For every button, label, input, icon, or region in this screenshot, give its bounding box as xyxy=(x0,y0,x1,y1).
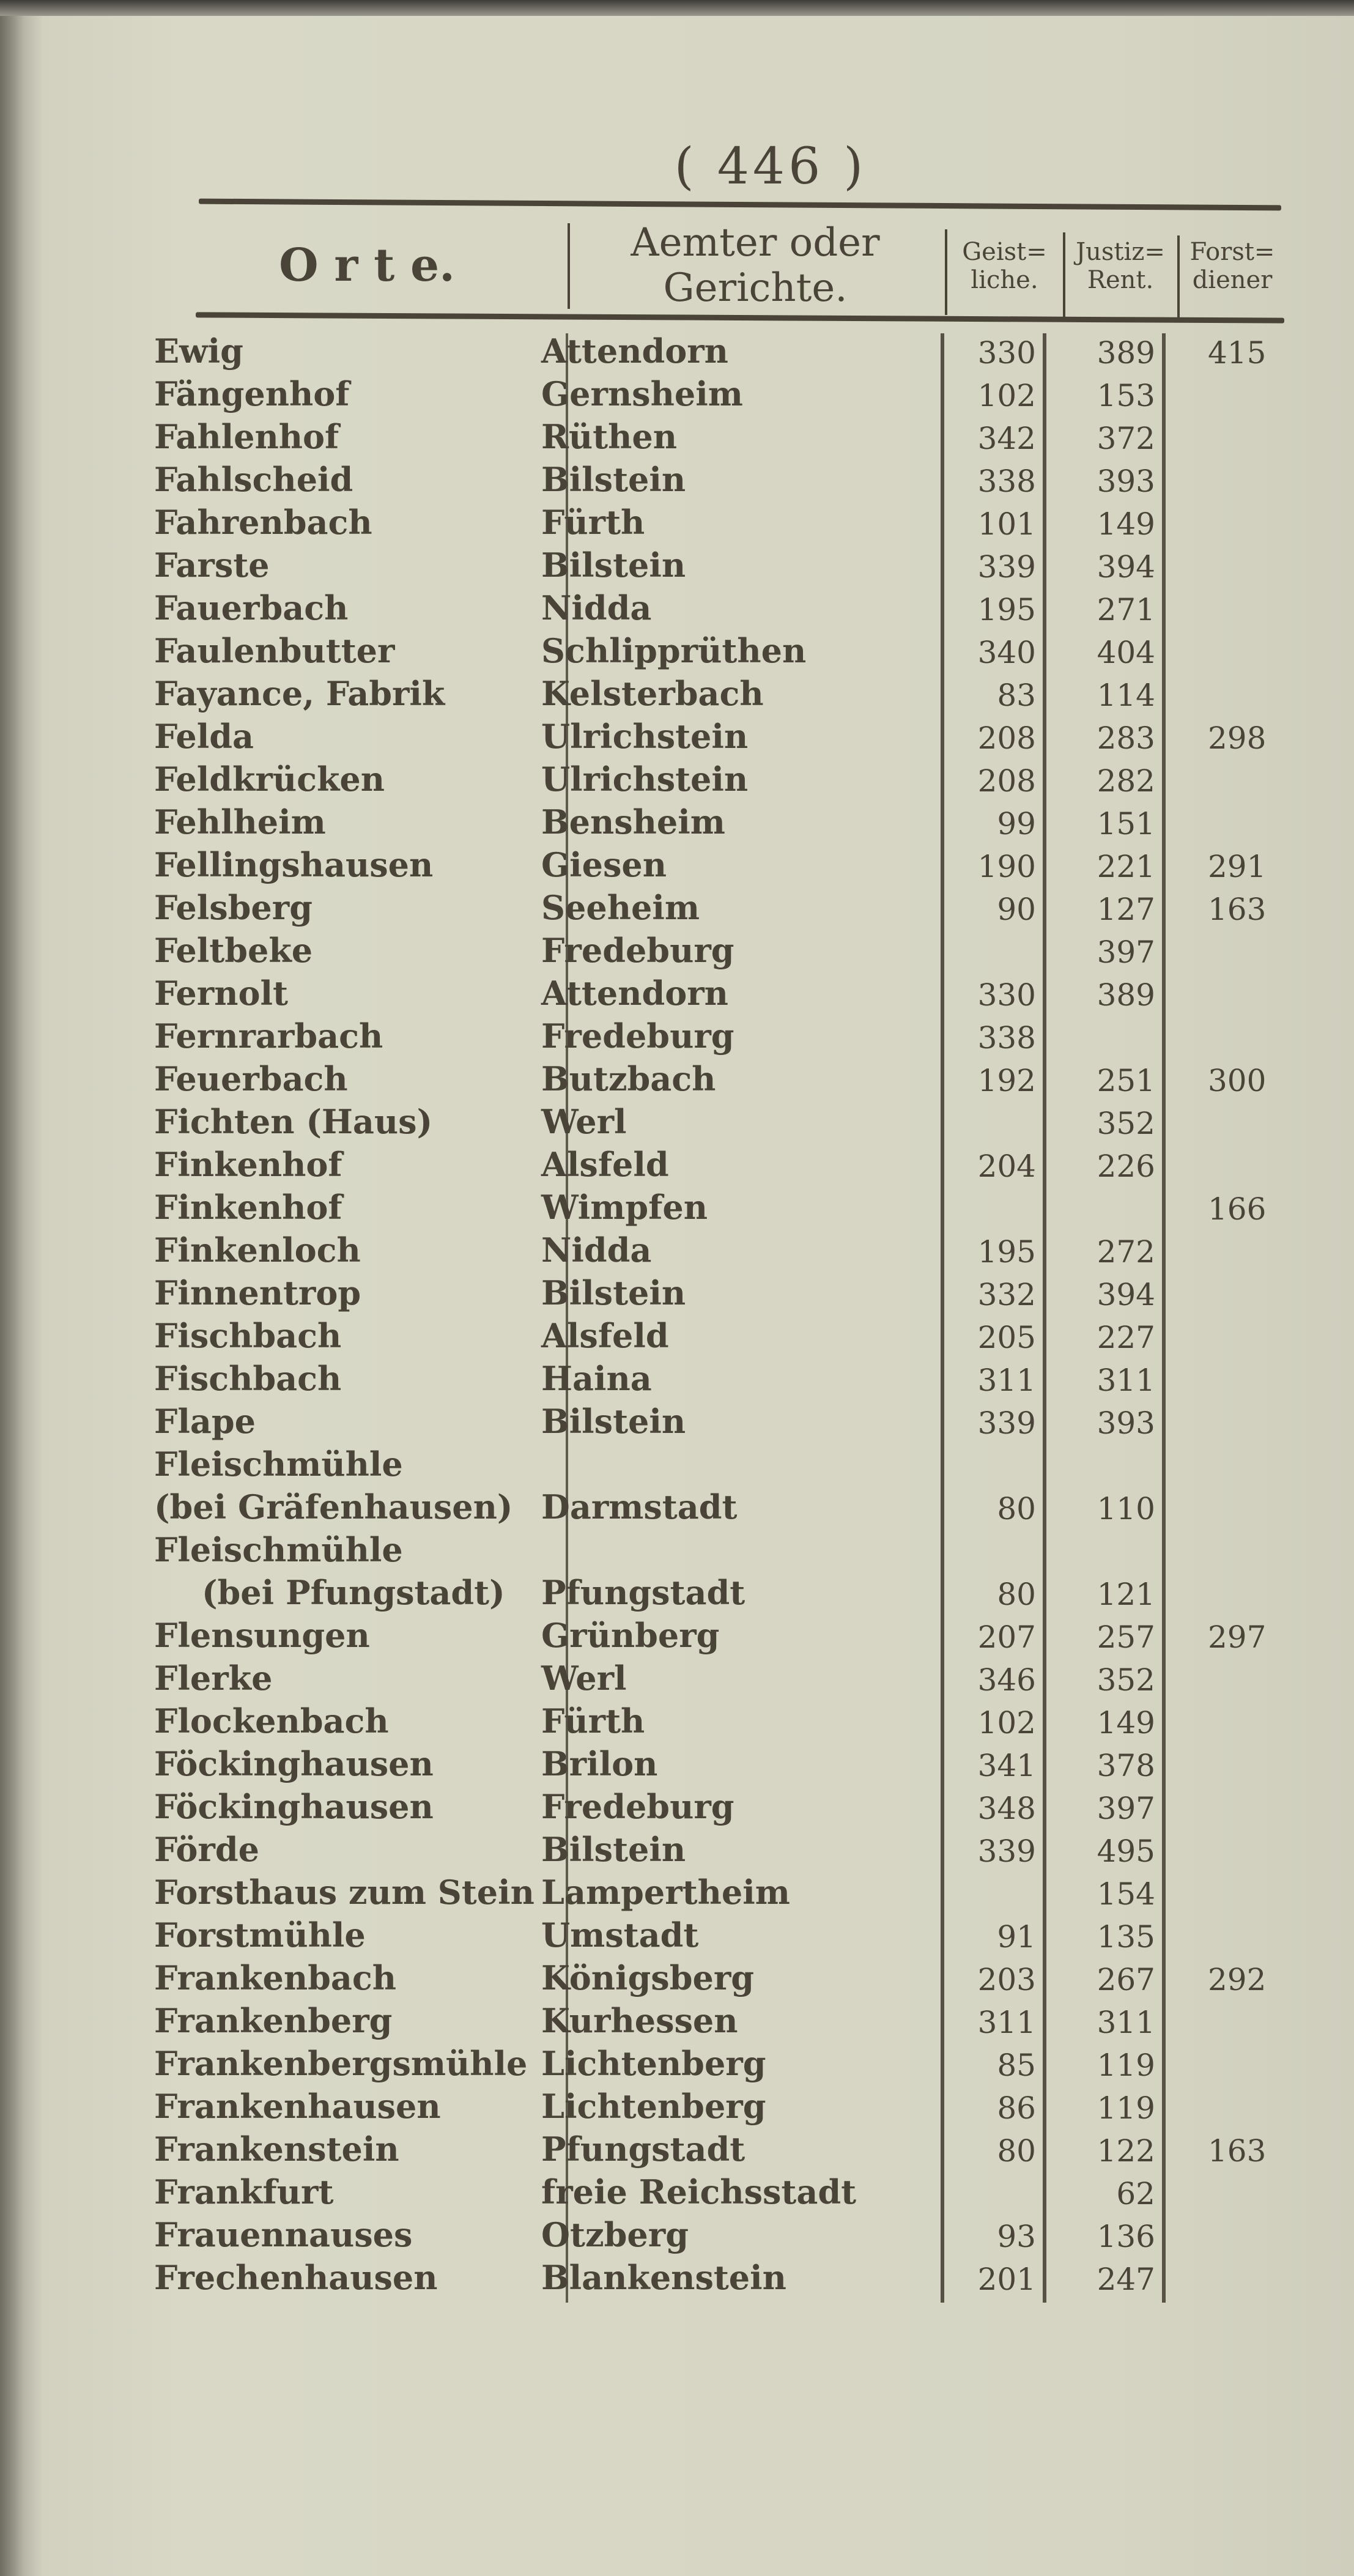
office-name: Bilstein xyxy=(541,1830,686,1869)
place-name: Fellingshausen xyxy=(154,845,434,884)
office-name: Seeheim xyxy=(541,888,700,927)
justiz-rent-value: 283 xyxy=(1097,720,1155,756)
header-geist-line2: liche. xyxy=(971,266,1038,294)
place-name: Felda xyxy=(154,717,254,756)
geistliche-value: 101 xyxy=(977,506,1036,542)
justiz-rent-value: 154 xyxy=(1097,1876,1155,1912)
justiz-rent-value: 62 xyxy=(1116,2176,1155,2211)
place-name: Fernrarbach xyxy=(154,1016,383,1056)
office-name: Fredeburg xyxy=(541,931,734,970)
place-name: Frankfurt xyxy=(154,2172,334,2211)
table-row xyxy=(0,416,1354,459)
forstdiener-value: 291 xyxy=(1208,849,1267,884)
office-name: Werl xyxy=(541,1102,627,1141)
justiz-rent-value: 251 xyxy=(1097,1063,1155,1098)
place-name: Fischbach xyxy=(154,1359,342,1398)
table-row xyxy=(0,1443,1354,1529)
justiz-rent-value: 127 xyxy=(1097,892,1155,927)
table-header xyxy=(0,214,1354,318)
office-name: Attendorn xyxy=(541,331,728,371)
justiz-rent-value: 394 xyxy=(1097,1277,1155,1312)
geistliche-value: 332 xyxy=(977,1277,1036,1312)
table-row xyxy=(0,1401,1354,1443)
justiz-rent-value: 397 xyxy=(1097,1791,1155,1826)
geistliche-value: 204 xyxy=(977,1149,1036,1184)
header-forst xyxy=(1180,214,1284,318)
table-row xyxy=(0,587,1354,630)
header-justiz-line1: Justiz= xyxy=(1076,238,1165,266)
forstdiener-value: 166 xyxy=(1208,1191,1267,1227)
justiz-rent-value: 136 xyxy=(1097,2219,1155,2254)
office-name: Haina xyxy=(541,1359,652,1398)
geistliche-value: 205 xyxy=(977,1320,1036,1355)
geistliche-value: 102 xyxy=(977,378,1036,413)
office-name: Rüthen xyxy=(541,417,677,456)
justiz-rent-value: 311 xyxy=(1097,1363,1155,1398)
justiz-rent-value: 221 xyxy=(1097,849,1155,884)
geistliche-value: 311 xyxy=(977,1363,1036,1398)
office-name: Kurhessen xyxy=(541,2001,738,2040)
place-name: Felsberg xyxy=(154,888,313,927)
place-name: Feltbeke xyxy=(154,931,313,970)
table-row xyxy=(0,1272,1354,1315)
place-name: Flensungen xyxy=(154,1616,370,1655)
justiz-rent-value: 372 xyxy=(1097,421,1155,456)
header-divider xyxy=(568,223,570,309)
forstdiener-value: 298 xyxy=(1208,720,1267,756)
geistliche-value: 86 xyxy=(997,2090,1036,2126)
table-row xyxy=(0,1914,1354,1957)
place-name: Föckinghausen xyxy=(154,1787,434,1826)
office-name: Umstadt xyxy=(541,1915,699,1955)
forstdiener-value: 415 xyxy=(1208,335,1267,371)
geistliche-value: 208 xyxy=(977,763,1036,799)
geistliche-value: 338 xyxy=(977,464,1036,499)
place-name: Faulenbutter xyxy=(154,631,395,670)
justiz-rent-value: 151 xyxy=(1097,806,1155,842)
header-forst-line1: Forst= xyxy=(1189,238,1275,266)
justiz-rent-value: 121 xyxy=(1097,1577,1155,1612)
geistliche-value: 338 xyxy=(977,1020,1036,1056)
office-name: Lampertheim xyxy=(541,1873,790,1912)
justiz-rent-value: 352 xyxy=(1097,1662,1155,1698)
header-top-rule xyxy=(199,199,1281,211)
justiz-rent-value: 389 xyxy=(1097,335,1155,371)
header-orte-label: O r t e. xyxy=(279,239,455,292)
justiz-rent-value: 119 xyxy=(1097,2048,1155,2083)
table-row xyxy=(0,630,1354,673)
table-row xyxy=(0,1186,1354,1229)
place-name: Fauerbach xyxy=(154,588,349,627)
forstdiener-value: 300 xyxy=(1208,1063,1267,1098)
header-aemter-line1: Aemter oder xyxy=(631,220,880,266)
header-divider xyxy=(1177,235,1180,321)
place-name: Fahrenbach xyxy=(154,503,372,542)
place-name-qualifier: (bei Pfungstadt) xyxy=(202,1573,505,1612)
header-orte xyxy=(183,214,550,318)
table-row xyxy=(0,330,1354,373)
place-name: Fängenhof xyxy=(154,374,350,413)
geistliche-value: 342 xyxy=(977,421,1036,456)
office-name: Giesen xyxy=(541,845,667,884)
table-row xyxy=(0,2000,1354,2043)
office-name: Schlipprüthen xyxy=(541,631,807,670)
geistliche-value: 102 xyxy=(977,1705,1036,1741)
office-name: Lichtenberg xyxy=(541,2044,766,2083)
justiz-rent-value: 257 xyxy=(1097,1619,1155,1655)
office-name: Pfungstadt xyxy=(541,1573,745,1612)
table-row xyxy=(0,1957,1354,2000)
office-name: Fürth xyxy=(541,503,645,542)
table-row xyxy=(0,1229,1354,1272)
header-forst-line2: diener xyxy=(1192,266,1273,294)
scan-top-edge xyxy=(0,0,1354,16)
geistliche-value: 339 xyxy=(977,1834,1036,1869)
place-name: Fahlenhof xyxy=(154,417,339,456)
place-name: Feldkrücken xyxy=(154,760,385,799)
geistliche-value: 203 xyxy=(977,1962,1036,1997)
geistliche-value: 93 xyxy=(997,2219,1036,2254)
justiz-rent-value: 404 xyxy=(1097,635,1155,670)
office-name: Wimpfen xyxy=(541,1188,708,1227)
place-name: Frankenberg xyxy=(154,2001,393,2040)
justiz-rent-value: 135 xyxy=(1097,1919,1155,1955)
table-row xyxy=(0,844,1354,887)
table-row xyxy=(0,2257,1354,2300)
geistliche-value: 330 xyxy=(977,977,1036,1013)
forstdiener-value: 292 xyxy=(1208,1962,1267,1997)
office-name: Bilstein xyxy=(541,546,686,585)
geistliche-value: 340 xyxy=(977,635,1036,670)
header-aemter-line2: Gerichte. xyxy=(663,265,848,311)
place-name: Finnentrop xyxy=(154,1273,361,1312)
office-name: Pfungstadt xyxy=(541,2130,745,2169)
justiz-rent-value: 153 xyxy=(1097,378,1155,413)
geistliche-value: 341 xyxy=(977,1748,1036,1783)
geistliche-value: 192 xyxy=(977,1063,1036,1098)
justiz-rent-value: 311 xyxy=(1097,2005,1155,2040)
justiz-rent-value: 389 xyxy=(1097,977,1155,1013)
table-row xyxy=(0,459,1354,502)
place-name: Fichten (Haus) xyxy=(154,1102,433,1141)
geistliche-value: 90 xyxy=(997,892,1036,927)
justiz-rent-value: 393 xyxy=(1097,464,1155,499)
geistliche-value: 85 xyxy=(997,2048,1036,2083)
office-name: Bensheim xyxy=(541,802,725,842)
geistliche-value: 339 xyxy=(977,1405,1036,1441)
justiz-rent-value: 282 xyxy=(1097,763,1155,799)
table-row xyxy=(0,1144,1354,1186)
table-row xyxy=(0,2214,1354,2257)
geistliche-value: 201 xyxy=(977,2262,1036,2297)
justiz-rent-value: 110 xyxy=(1097,1491,1155,1527)
geistliche-value: 80 xyxy=(997,2133,1036,2169)
forstdiener-value: 163 xyxy=(1208,2133,1267,2169)
justiz-rent-value: 227 xyxy=(1097,1320,1155,1355)
justiz-rent-value: 114 xyxy=(1097,678,1155,713)
table-row xyxy=(0,1657,1354,1700)
office-name: Bilstein xyxy=(541,1273,686,1312)
office-name: Fürth xyxy=(541,1701,645,1741)
place-name: Frankenhausen xyxy=(154,2087,441,2126)
geistliche-value: 195 xyxy=(977,1234,1036,1270)
justiz-rent-value: 394 xyxy=(1097,549,1155,585)
table-row xyxy=(0,2171,1354,2214)
place-name: Fleischmühle xyxy=(154,1530,403,1569)
header-aemter xyxy=(572,214,939,318)
justiz-rent-value: 119 xyxy=(1097,2090,1155,2126)
table-row xyxy=(0,373,1354,416)
office-name: Nidda xyxy=(541,588,652,627)
table-row xyxy=(0,1101,1354,1144)
table-row xyxy=(0,887,1354,930)
office-name: Blankenstein xyxy=(541,2258,786,2297)
office-name: Nidda xyxy=(541,1231,652,1270)
office-name: Bilstein xyxy=(541,460,686,499)
geistliche-value: 311 xyxy=(977,2005,1036,2040)
office-name: Attendorn xyxy=(541,974,728,1013)
table-row xyxy=(0,1015,1354,1058)
place-name: Fleischmühle xyxy=(154,1445,403,1484)
table-row xyxy=(0,1358,1354,1401)
header-geistliche xyxy=(948,214,1061,318)
office-name: Grünberg xyxy=(541,1616,720,1655)
place-name: Frankenbergsmühle xyxy=(154,2044,528,2083)
geistliche-value: 346 xyxy=(977,1662,1036,1698)
justiz-rent-value: 267 xyxy=(1097,1962,1155,1997)
office-name: Königsberg xyxy=(541,1958,755,1997)
justiz-rent-value: 495 xyxy=(1097,1834,1155,1869)
place-table-body xyxy=(0,330,1354,2300)
justiz-rent-value: 272 xyxy=(1097,1234,1155,1270)
place-name: Fehlheim xyxy=(154,802,326,842)
office-name: Otzberg xyxy=(541,2215,689,2254)
office-name: Ulrichstein xyxy=(541,760,749,799)
table-row xyxy=(0,1743,1354,1786)
forstdiener-value: 163 xyxy=(1208,892,1267,927)
place-name: Finkenhof xyxy=(154,1145,342,1184)
geistliche-value: 83 xyxy=(997,678,1036,713)
office-name: Lichtenberg xyxy=(541,2087,766,2126)
office-name: Kelsterbach xyxy=(541,674,764,713)
office-name: Fredeburg xyxy=(541,1016,734,1056)
geistliche-value: 99 xyxy=(997,806,1036,842)
geistliche-value: 207 xyxy=(977,1619,1036,1655)
table-row xyxy=(0,2086,1354,2128)
table-row xyxy=(0,716,1354,758)
justiz-rent-value: 378 xyxy=(1097,1748,1155,1783)
table-row xyxy=(0,1871,1354,1914)
table-row xyxy=(0,2128,1354,2171)
place-name: Flerke xyxy=(154,1659,273,1698)
table-row xyxy=(0,1700,1354,1743)
table-row xyxy=(0,1529,1354,1615)
table-row xyxy=(0,930,1354,972)
table-row xyxy=(0,972,1354,1015)
header-geist-line1: Geist= xyxy=(962,238,1047,266)
geistliche-value: 208 xyxy=(977,720,1036,756)
geistliche-value: 190 xyxy=(977,849,1036,884)
office-name: freie Reichsstadt xyxy=(541,2172,857,2211)
justiz-rent-value: 352 xyxy=(1097,1106,1155,1141)
office-name: Alsfeld xyxy=(541,1316,669,1355)
place-name: Forsthaus zum Stein xyxy=(154,1873,535,1912)
place-name-qualifier: (bei Gräfenhausen) xyxy=(154,1487,513,1527)
geistliche-value: 339 xyxy=(977,549,1036,585)
justiz-rent-value: 122 xyxy=(1097,2133,1155,2169)
place-name: Förde xyxy=(154,1830,259,1869)
page-number: ( 446 ) xyxy=(674,138,867,196)
place-name: Frankenstein xyxy=(154,2130,399,2169)
place-name: Ewig xyxy=(154,331,243,371)
table-row xyxy=(0,502,1354,544)
place-name: Fahlscheid xyxy=(154,460,353,499)
geistliche-value: 348 xyxy=(977,1791,1036,1826)
place-name: Föckinghausen xyxy=(154,1744,434,1783)
place-name: Frauennauses xyxy=(154,2215,413,2254)
office-name: Bilstein xyxy=(541,1402,686,1441)
geistliche-value: 80 xyxy=(997,1577,1036,1612)
table-row xyxy=(0,1315,1354,1358)
place-name: Forstmühle xyxy=(154,1915,366,1955)
table-row xyxy=(0,1058,1354,1101)
justiz-rent-value: 149 xyxy=(1097,1705,1155,1741)
justiz-rent-value: 271 xyxy=(1097,592,1155,627)
forstdiener-value: 297 xyxy=(1208,1619,1267,1655)
place-name: Frechenhausen xyxy=(154,2258,438,2297)
office-name: Ulrichstein xyxy=(541,717,749,756)
place-name: Frankenbach xyxy=(154,1958,397,1997)
place-name: Fayance, Fabrik xyxy=(154,674,445,713)
office-name: Gernsheim xyxy=(541,374,743,413)
place-name: Farste xyxy=(154,546,270,585)
header-divider xyxy=(945,229,947,315)
geistliche-value: 195 xyxy=(977,592,1036,627)
geistliche-value: 80 xyxy=(997,1491,1036,1527)
place-name: Finkenhof xyxy=(154,1188,342,1227)
office-name: Werl xyxy=(541,1659,627,1698)
table-row xyxy=(0,1829,1354,1871)
place-name: Fischbach xyxy=(154,1316,342,1355)
header-justiz-line2: Rent. xyxy=(1087,266,1154,294)
table-row xyxy=(0,544,1354,587)
place-name: Flockenbach xyxy=(154,1701,389,1741)
table-row xyxy=(0,1615,1354,1657)
justiz-rent-value: 247 xyxy=(1097,2262,1155,2297)
office-name: Brilon xyxy=(541,1744,658,1783)
office-name: Fredeburg xyxy=(541,1787,734,1826)
table-row xyxy=(0,801,1354,844)
header-justiz xyxy=(1065,214,1175,318)
place-name: Fernolt xyxy=(154,974,288,1013)
justiz-rent-value: 226 xyxy=(1097,1149,1155,1184)
geistliche-value: 330 xyxy=(977,335,1036,371)
justiz-rent-value: 393 xyxy=(1097,1405,1155,1441)
office-name: Darmstadt xyxy=(541,1487,738,1527)
justiz-rent-value: 149 xyxy=(1097,506,1155,542)
office-name: Butzbach xyxy=(541,1059,716,1098)
geistliche-value: 91 xyxy=(997,1919,1036,1955)
place-name: Feuerbach xyxy=(154,1059,348,1098)
justiz-rent-value: 397 xyxy=(1097,935,1155,970)
table-row xyxy=(0,1786,1354,1829)
office-name: Alsfeld xyxy=(541,1145,669,1184)
place-name: Finkenloch xyxy=(154,1231,361,1270)
table-row xyxy=(0,673,1354,716)
place-name: Flape xyxy=(154,1402,256,1441)
table-row xyxy=(0,2043,1354,2086)
table-row xyxy=(0,758,1354,801)
